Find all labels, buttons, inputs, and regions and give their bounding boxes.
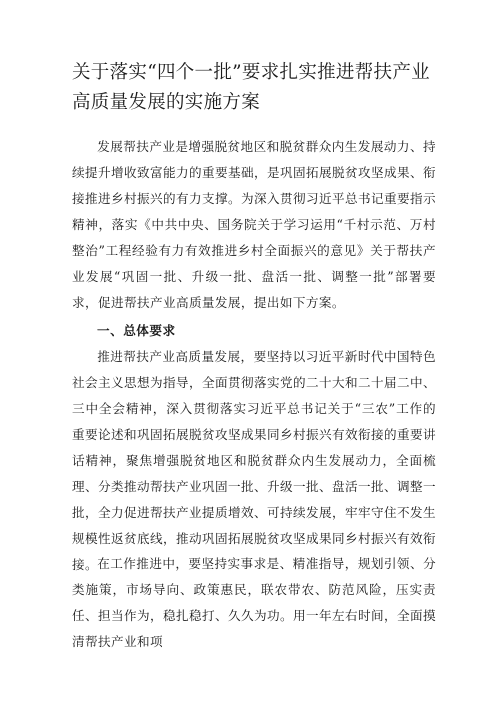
document-title: 关于落实“四个一批”要求扎实推进帮扶产业高质量发展的实施方案 [72, 62, 430, 113]
intro-paragraph: 发展帮扶产业是增强脱贫地区和脱贫群众内生发展动力、持续提升增收致富能力的重要基础，是巩固拓展脱贫攻坚成果、衔接推进乡村振兴的有力支撑。为深入贯彻习近平总书记重要指示精神，落实《中共中央、国务院关于学习运用“千村示范、万村整治”工程经验有力有效推进乡村全面振兴的意见》关于帮扶产业发展“巩固一批、升级一批、盘活一批、调整一批”部署要求，促进帮扶产业高质量发展，提出如下方案。 [72, 139, 436, 310]
body-paragraph: 在工作推进中，要坚持实事求是、精准指导，规划引领、分类施策，市场导向、政策惠民，联农带农、防范风险，压实责任、担当作为，稳扎稳打、久久为功。用一年左右时间，全面摸清帮扶产业和项 [72, 556, 436, 649]
body-paragraph: 推进帮扶产业高质量发展，要坚持以习近平新时代中国特色社会主义思想为指导，全面贯彻落实党的二十大和二十届二中、三中全会精神，深入贯彻落实习近平总书记关于“三农”工作的重要论述和巩固拓展脱贫攻坚成果同乡村振兴有效衔接的重要讲话精神，聚焦增强脱贫地区和脱贫群众内生发展动力，全面梳理、分类推动帮扶产业巩固一批、升级一批、盘活一批、调整一批，全力促进帮扶产业提质增效、可持续发展，牢牢守住不发生规模性返贫底线，推动巩固拓展脱贫攻坚成果同乡村振兴有效衔接。 [72, 349, 436, 572]
section-heading: 一、总体要求 [97, 323, 176, 338]
